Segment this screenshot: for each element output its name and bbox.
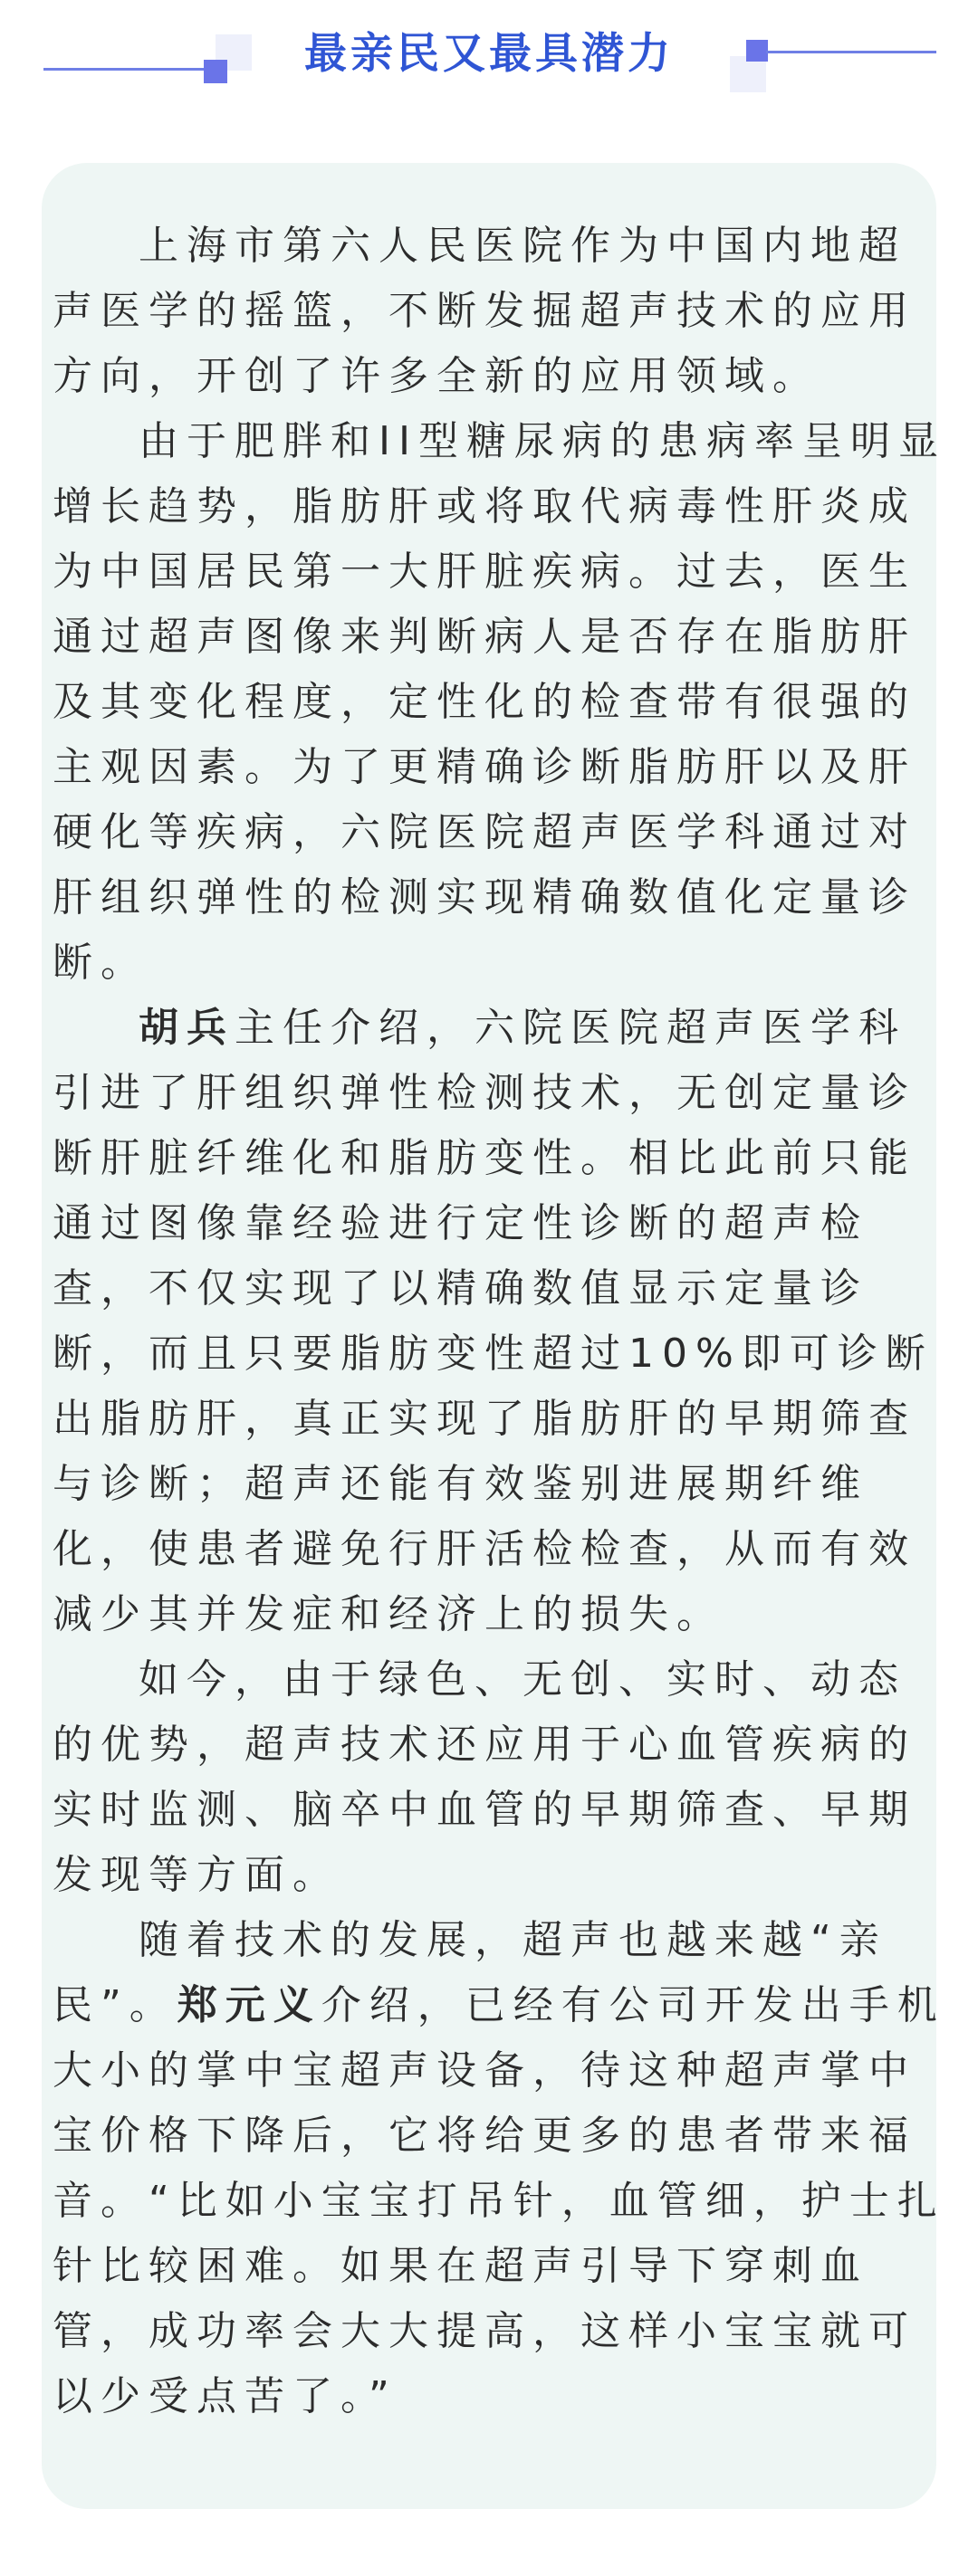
text-segment: 上海市第六人民医院作为中国内地超: [139, 223, 906, 269]
text-line: [53, 1843, 978, 1908]
paragraph: [53, 1647, 978, 1908]
text-segment: 民”。: [53, 1982, 177, 2028]
section-title: 最亲民又最具潜力: [304, 29, 674, 79]
text-line: [53, 409, 978, 474]
header-right-square: [746, 40, 768, 62]
text-line: [53, 1713, 978, 1778]
text-line: [53, 1321, 978, 1387]
text-line: [53, 344, 978, 409]
text-segment: 主观因素。为了更精确诊断脂肪肝以及肝: [53, 744, 916, 790]
text-line: [53, 539, 978, 605]
text-line: [53, 1191, 978, 1256]
text-segment: 随着技术的发展，超声也越来越“亲: [139, 1917, 887, 1963]
text-line: [53, 1517, 978, 1582]
text-line: [53, 1582, 978, 1647]
text-line: [53, 2299, 978, 2364]
text-line: [53, 996, 978, 1061]
text-segment: 断肝脏纤维化和脂肪变性。相比此前只能: [53, 1135, 916, 1181]
text-segment: 查，不仅实现了以精确数值显示定量诊: [53, 1265, 868, 1312]
text-segment: 为中国居民第一大肝脏疾病。过去，医生: [53, 549, 916, 595]
text-segment: 出脂肪肝，真正实现了脂肪肝的早期筛查: [53, 1396, 916, 1442]
text-line: [53, 2038, 978, 2104]
text-line: [53, 670, 978, 735]
text-segment: 与诊断；超声还能有效鉴别进展期纤维: [53, 1461, 868, 1507]
text-line: [53, 1647, 978, 1713]
text-segment: 硬化等疾病，六院医院超声医学科通过对: [53, 809, 916, 855]
text-segment: 由于肥胖和II型糖尿病的患病率呈明显: [139, 418, 946, 464]
text-segment: 及其变化程度，定性化的检查带有很强的: [53, 679, 916, 725]
section-header: [0, 0, 978, 118]
text-segment: 减少其并发症和经济上的损失。: [53, 1591, 724, 1637]
text-segment: 的优势，超声技术还应用于心血管疾病的: [53, 1722, 916, 1768]
text-segment: 大小的掌中宝超声设备，待这种超声掌中: [53, 2047, 916, 2094]
text-segment: 增长趋势，脂肪肝或将取代病毒性肝炎成: [53, 483, 916, 530]
text-line: [53, 1778, 978, 1843]
text-segment: 声医学的摇篮，不断发掘超声技术的应用: [53, 288, 916, 334]
person-name: 胡兵: [139, 1005, 235, 1051]
paragraph: [53, 409, 978, 996]
text-segment: 管，成功率会大大提高，这样小宝宝就可: [53, 2308, 916, 2354]
text-line: [53, 474, 978, 539]
paragraph: [53, 1908, 978, 2429]
text-segment: 如今，由于绿色、无创、实时、动态: [139, 1656, 906, 1703]
text-segment: 以少受点苦了。”: [53, 2373, 398, 2419]
text-segment: 音。“比如小宝宝打吊针，血管细，护士扎: [53, 2178, 945, 2224]
paragraph: [53, 996, 978, 1647]
header-right-line: [766, 51, 936, 53]
text-line: [53, 800, 978, 865]
text-segment: 肝组织弹性的检测实现精确数值化定量诊: [53, 874, 916, 921]
text-line: [53, 605, 978, 670]
text-line: [53, 2169, 978, 2234]
text-segment: 方向，开创了许多全新的应用领域。: [53, 353, 820, 399]
text-segment: 断。: [53, 940, 149, 986]
text-line: [53, 2364, 978, 2429]
text-line: [53, 1126, 978, 1191]
text-line: [53, 1256, 978, 1321]
text-line: [53, 2104, 978, 2169]
text-line: [53, 865, 978, 930]
text-line: [53, 1452, 978, 1517]
text-line: [53, 2234, 978, 2299]
text-segment: 通过图像靠经验进行定性诊断的超声检: [53, 1200, 868, 1246]
article-body: [53, 214, 978, 2429]
paragraph: [53, 214, 978, 409]
text-line: [53, 930, 978, 996]
text-segment: 发现等方面。: [53, 1852, 340, 1898]
text-segment: 化，使患者避免行肝活检检查，从而有效: [53, 1526, 916, 1572]
text-segment: 引进了肝组织弹性检测技术，无创定量诊: [53, 1070, 916, 1116]
text-line: [53, 735, 978, 800]
text-segment: 针比较困难。如果在超声引导下穿刺血: [53, 2243, 868, 2289]
person-name: 郑元义: [177, 1982, 321, 2028]
text-line: [53, 1973, 978, 2038]
header-right-square-light: [730, 56, 766, 92]
text-line: [53, 1908, 978, 1973]
text-segment: 主任介绍，六院医院超声医学科: [235, 1005, 906, 1051]
text-line: [53, 1061, 978, 1126]
text-segment: 实时监测、脑卒中血管的早期筛查、早期: [53, 1787, 916, 1833]
text-segment: 介绍，已经有公司开发出手机: [321, 1982, 945, 2028]
text-segment: 通过超声图像来判断病人是否存在脂肪肝: [53, 614, 916, 660]
text-segment: 断，而且只要脂肪变性超过10%即可诊断: [53, 1331, 934, 1377]
text-line: [53, 279, 978, 344]
text-segment: 宝价格下降后，它将给更多的患者带来福: [53, 2113, 916, 2159]
text-line: [53, 1387, 978, 1452]
text-line: [53, 214, 978, 279]
